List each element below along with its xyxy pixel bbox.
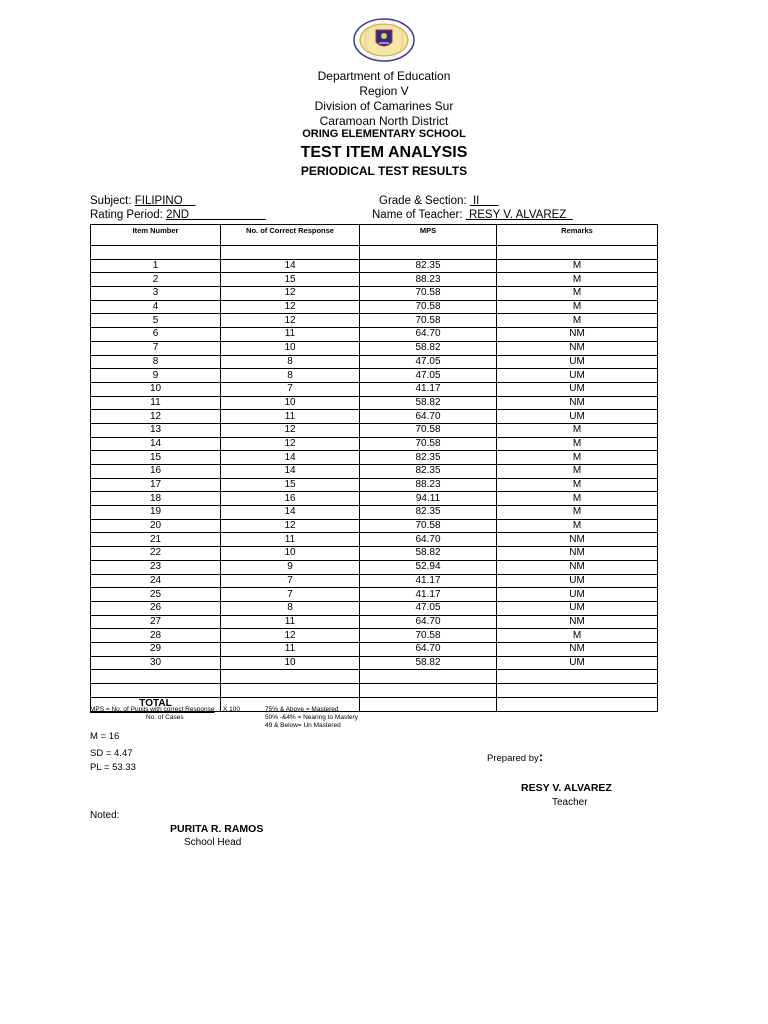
remarks-cell: UM xyxy=(497,656,658,670)
correct-response-cell: 11 xyxy=(221,410,360,424)
prepared-by-text: Prepared by xyxy=(487,753,539,764)
noted-label: Noted: xyxy=(90,810,120,821)
legend-nearing: 50% -&4% = Nearing to Mastery xyxy=(265,714,359,721)
mps-cell: 70.58 xyxy=(360,287,497,301)
correct-response-cell: 14 xyxy=(221,465,360,479)
mps-cell: 64.70 xyxy=(360,642,497,656)
table-row xyxy=(91,519,658,533)
empty-cell xyxy=(497,684,658,698)
table-row xyxy=(91,287,658,301)
remarks-cell: M xyxy=(497,519,658,533)
item-number-cell: 26 xyxy=(91,601,221,615)
correct-response-cell: 12 xyxy=(221,437,360,451)
table-row xyxy=(91,547,658,561)
item-number-cell: 4 xyxy=(91,300,221,314)
item-number-cell: 11 xyxy=(91,396,221,410)
item-number-cell: 24 xyxy=(91,574,221,588)
table-row xyxy=(91,341,658,355)
table-row xyxy=(91,396,658,410)
empty-cell xyxy=(360,246,497,260)
mps-cell: 70.58 xyxy=(360,629,497,643)
mps-cell: 64.70 xyxy=(360,533,497,547)
item-number-cell: 7 xyxy=(91,341,221,355)
remarks-cell: M xyxy=(497,437,658,451)
formula-denominator: No. of Cases xyxy=(146,714,184,721)
legend-mastered: 75% & Above = Mastered xyxy=(265,706,339,713)
mps-cell: 41.17 xyxy=(360,382,497,396)
empty-cell xyxy=(221,684,360,698)
item-number-cell: 15 xyxy=(91,451,221,465)
correct-response-cell: 8 xyxy=(221,369,360,383)
school-head-name: PURITA R. RAMOS xyxy=(170,823,264,835)
item-number-cell: 27 xyxy=(91,615,221,629)
table-empty-row xyxy=(91,670,658,684)
correct-response-cell: 11 xyxy=(221,533,360,547)
item-number-cell: 19 xyxy=(91,506,221,520)
remarks-cell: NM xyxy=(497,396,658,410)
item-number-cell: 18 xyxy=(91,492,221,506)
table-row xyxy=(91,588,658,602)
correct-response-cell: 11 xyxy=(221,615,360,629)
remarks-cell: M xyxy=(497,629,658,643)
item-number-cell: 28 xyxy=(91,629,221,643)
correct-response-cell: 12 xyxy=(221,300,360,314)
item-number-cell: 30 xyxy=(91,656,221,670)
remarks-cell: M xyxy=(497,273,658,287)
table-row xyxy=(91,410,658,424)
mps-cell: 94.11 xyxy=(360,492,497,506)
table-row xyxy=(91,300,658,314)
remarks-cell: NM xyxy=(497,560,658,574)
correct-response-cell: 11 xyxy=(221,642,360,656)
correct-response-cell: 16 xyxy=(221,492,360,506)
teacher-signatory-role: Teacher xyxy=(552,797,588,808)
item-number-cell: 2 xyxy=(91,273,221,287)
mps-cell: 88.23 xyxy=(360,273,497,287)
subject-value: FILIPINO xyxy=(134,195,196,207)
mps-cell: 52.94 xyxy=(360,560,497,574)
remarks-cell: NM xyxy=(497,341,658,355)
correct-response-cell: 10 xyxy=(221,341,360,355)
correct-response-cell: 14 xyxy=(221,506,360,520)
remarks-cell: UM xyxy=(497,382,658,396)
item-number-cell: 17 xyxy=(91,478,221,492)
subject-label: Subject: xyxy=(90,195,135,207)
remarks-cell: M xyxy=(497,506,658,520)
division-name: Division of Camarines Sur xyxy=(314,99,454,113)
mps-cell: 47.05 xyxy=(360,601,497,615)
correct-response-cell: 7 xyxy=(221,382,360,396)
teacher-field xyxy=(372,209,573,221)
column-header-remarks: Remarks xyxy=(497,225,658,246)
item-number-cell: 25 xyxy=(91,588,221,602)
mps-cell: 70.58 xyxy=(360,423,497,437)
document-title: TEST ITEM ANALYSIS xyxy=(300,144,468,161)
table-row xyxy=(91,642,658,656)
formula-numerator: MPS = No. of Pupils with correct Response xyxy=(90,706,215,713)
table-row xyxy=(91,615,658,629)
table-row xyxy=(91,369,658,383)
mps-cell: 82.35 xyxy=(360,259,497,273)
item-number-cell: 3 xyxy=(91,287,221,301)
correct-response-cell: 10 xyxy=(221,396,360,410)
item-number-cell: 29 xyxy=(91,642,221,656)
table-row xyxy=(91,259,658,273)
column-header-mps: MPS xyxy=(360,225,497,246)
mps-cell: 70.58 xyxy=(360,314,497,328)
table-row xyxy=(91,355,658,369)
item-number-cell: 14 xyxy=(91,437,221,451)
school-name: ORING ELEMENTARY SCHOOL xyxy=(302,128,466,140)
table-row xyxy=(91,423,658,437)
correct-response-cell: 14 xyxy=(221,451,360,465)
mps-cell: 58.82 xyxy=(360,547,497,561)
mean-value: M = 16 xyxy=(90,731,120,742)
mps-cell: 58.82 xyxy=(360,396,497,410)
remarks-cell: M xyxy=(497,300,658,314)
item-number-cell: 10 xyxy=(91,382,221,396)
table-row xyxy=(91,451,658,465)
correct-response-cell: 12 xyxy=(221,423,360,437)
correct-response-cell: 12 xyxy=(221,287,360,301)
correct-response-cell: 12 xyxy=(221,519,360,533)
remarks-cell: NM xyxy=(497,615,658,629)
table-spacer-row xyxy=(91,246,658,260)
remarks-cell: UM xyxy=(497,588,658,602)
sd-value: SD = 4.47 xyxy=(90,748,133,759)
item-number-cell: 13 xyxy=(91,423,221,437)
subject-field xyxy=(90,195,195,207)
mps-cell: 41.17 xyxy=(360,588,497,602)
remarks-cell: UM xyxy=(497,574,658,588)
school-head-role: School Head xyxy=(184,837,242,848)
correct-response-cell: 7 xyxy=(221,588,360,602)
empty-cell xyxy=(497,697,658,711)
empty-cell xyxy=(221,670,360,684)
correct-response-cell: 8 xyxy=(221,601,360,615)
mps-cell: 82.35 xyxy=(360,465,497,479)
remarks-cell: UM xyxy=(497,601,658,615)
legend-unmastered: 49 & Below= Un Mastered xyxy=(265,722,341,729)
empty-cell xyxy=(497,670,658,684)
table-row xyxy=(91,560,658,574)
mps-cell: 70.58 xyxy=(360,519,497,533)
grade-section-field xyxy=(379,195,499,207)
teacher-value: RESY V. ALVAREZ xyxy=(465,209,573,221)
mps-cell: 47.05 xyxy=(360,369,497,383)
correct-response-cell: 15 xyxy=(221,273,360,287)
table-row xyxy=(91,601,658,615)
rating-period-field xyxy=(90,209,266,221)
correct-response-cell: 11 xyxy=(221,328,360,342)
department-name: Department of Education xyxy=(317,69,451,83)
remarks-cell: M xyxy=(497,423,658,437)
mps-cell: 82.35 xyxy=(360,506,497,520)
correct-response-cell: 7 xyxy=(221,574,360,588)
table-row xyxy=(91,533,658,547)
region-name: Region V xyxy=(359,84,409,98)
mps-cell: 64.70 xyxy=(360,615,497,629)
rating-label: Rating Period: xyxy=(90,209,167,221)
table-row xyxy=(91,506,658,520)
empty-cell xyxy=(360,670,497,684)
empty-cell xyxy=(91,670,221,684)
item-number-cell: 23 xyxy=(91,560,221,574)
table-row xyxy=(91,314,658,328)
mps-cell: 41.17 xyxy=(360,574,497,588)
prepared-by-colon: : xyxy=(538,749,544,764)
correct-response-cell: 8 xyxy=(221,355,360,369)
remarks-cell: M xyxy=(497,492,658,506)
correct-response-cell: 14 xyxy=(221,259,360,273)
mps-cell: 70.58 xyxy=(360,300,497,314)
table-row xyxy=(91,328,658,342)
mps-cell: 58.82 xyxy=(360,656,497,670)
remarks-cell: M xyxy=(497,465,658,479)
remarks-cell: UM xyxy=(497,355,658,369)
item-number-cell: 5 xyxy=(91,314,221,328)
correct-response-cell: 12 xyxy=(221,314,360,328)
empty-cell xyxy=(221,246,360,260)
table-empty-row xyxy=(91,684,658,698)
table-row xyxy=(91,437,658,451)
table-row xyxy=(91,492,658,506)
empty-cell xyxy=(91,246,221,260)
remarks-cell: UM xyxy=(497,369,658,383)
item-number-cell: 9 xyxy=(91,369,221,383)
remarks-cell: NM xyxy=(497,533,658,547)
item-number-cell: 12 xyxy=(91,410,221,424)
correct-response-cell: 12 xyxy=(221,629,360,643)
deped-seal-logo xyxy=(352,18,416,62)
table-row xyxy=(91,574,658,588)
rating-value: 2ND xyxy=(166,209,266,221)
teacher-signatory-name: RESY V. ALVAREZ xyxy=(521,782,612,794)
remarks-cell: UM xyxy=(497,410,658,424)
district-name: Caramoan North District xyxy=(319,114,449,128)
item-number-cell: 22 xyxy=(91,547,221,561)
table-row xyxy=(91,656,658,670)
mps-cell: 88.23 xyxy=(360,478,497,492)
mps-cell: 58.82 xyxy=(360,341,497,355)
remarks-cell: NM xyxy=(497,328,658,342)
remarks-cell: M xyxy=(497,451,658,465)
item-number-cell: 8 xyxy=(91,355,221,369)
item-number-cell: 21 xyxy=(91,533,221,547)
mps-cell: 70.58 xyxy=(360,437,497,451)
remarks-cell: M xyxy=(497,478,658,492)
table-row xyxy=(91,382,658,396)
empty-cell xyxy=(360,697,497,711)
prepared-by-label xyxy=(487,749,543,764)
item-analysis-table xyxy=(90,224,658,712)
correct-response-cell: 10 xyxy=(221,656,360,670)
table-row xyxy=(91,273,658,287)
formula-times: X 100 xyxy=(223,706,240,713)
pl-value: PL = 53.33 xyxy=(90,762,136,773)
table-row xyxy=(91,465,658,479)
column-header-correct-response: No. of Correct Response xyxy=(221,225,360,246)
document-subtitle: PERIODICAL TEST RESULTS xyxy=(300,164,468,178)
mps-cell: 82.35 xyxy=(360,451,497,465)
remarks-cell: NM xyxy=(497,547,658,561)
total-label: TOTAL xyxy=(91,697,221,711)
remarks-cell: M xyxy=(497,259,658,273)
mps-cell: 47.05 xyxy=(360,355,497,369)
empty-cell xyxy=(497,246,658,260)
correct-response-cell: 15 xyxy=(221,478,360,492)
table-header-row xyxy=(91,225,658,246)
remarks-cell: M xyxy=(497,287,658,301)
correct-response-cell: 10 xyxy=(221,547,360,561)
table-row xyxy=(91,629,658,643)
correct-response-cell: 9 xyxy=(221,560,360,574)
empty-cell xyxy=(91,684,221,698)
mps-cell: 64.70 xyxy=(360,410,497,424)
item-number-cell: 1 xyxy=(91,259,221,273)
item-number-cell: 16 xyxy=(91,465,221,479)
remarks-cell: NM xyxy=(497,642,658,656)
teacher-label: Name of Teacher: xyxy=(372,209,466,221)
item-number-cell: 6 xyxy=(91,328,221,342)
item-number-cell: 20 xyxy=(91,519,221,533)
mps-cell: 64.70 xyxy=(360,328,497,342)
grade-label: Grade & Section: xyxy=(379,195,470,207)
table-row xyxy=(91,478,658,492)
grade-value: II xyxy=(469,195,499,207)
remarks-cell: M xyxy=(497,314,658,328)
column-header-item-number: Item Number xyxy=(91,225,221,246)
empty-cell xyxy=(360,684,497,698)
